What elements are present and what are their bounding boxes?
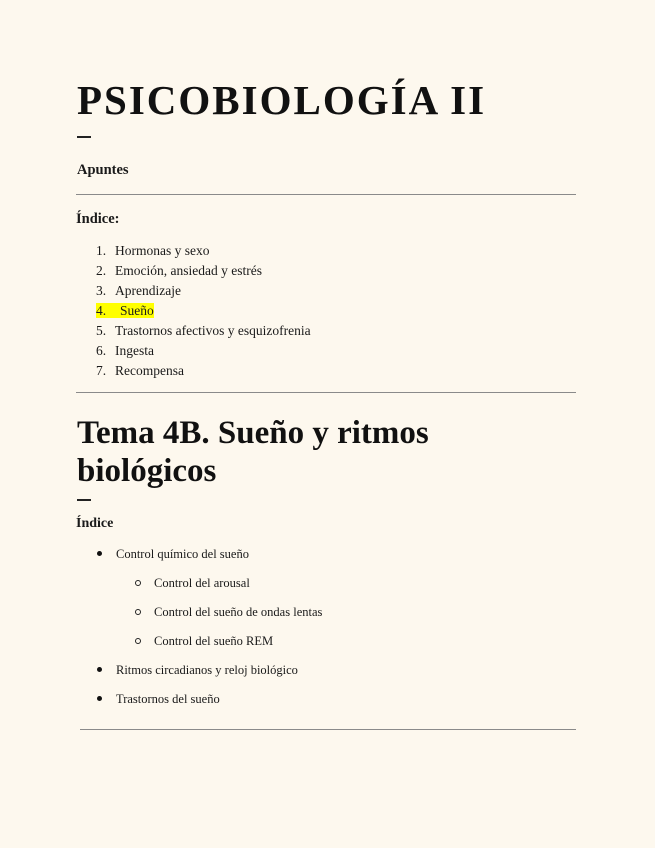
outline-item-label: Control del sueño de ondas lentas [154,605,323,619]
outline-item-label: Control del arousal [154,576,250,590]
bullet-icon [97,696,102,701]
bullet-icon [97,551,102,556]
outline-item[interactable] [96,688,322,717]
outline-item[interactable] [96,543,322,572]
hollow-bullet-icon [135,638,141,644]
divider-top [76,194,576,195]
outline-item[interactable] [96,659,322,688]
toc-item[interactable] [96,361,311,381]
toc-item-number: 1. [96,243,107,258]
topic-dash [77,499,91,501]
toc-item[interactable] [96,261,311,281]
topic-outline [96,543,322,717]
toc-item-number: 2. [96,263,107,278]
outline-item-label: Trastornos del sueño [116,692,220,706]
toc-item-label: Aprendizaje [115,283,181,298]
toc-item[interactable] [96,321,311,341]
outline-subitem[interactable] [96,601,322,630]
hollow-bullet-icon [135,580,141,586]
toc-item-label: Recompensa [115,363,184,378]
table-of-contents [96,241,311,381]
toc-item-number: 6. [96,343,107,358]
topic-title: Tema 4B. Sueño y ritmos biológicos [77,415,429,489]
outline-item-label: Ritmos circadianos y reloj biológico [116,663,298,677]
toc-item-number: 7. [96,363,107,378]
toc-item[interactable] [96,241,311,261]
document-subtitle: Apuntes [77,162,129,178]
document-title: PSICOBIOLOGÍA II [77,77,487,123]
highlight-mark [96,303,154,318]
divider-bottom [80,729,576,730]
toc-item-label: Sueño [120,303,154,318]
divider-middle [76,392,576,393]
outline-item-label: Control químico del sueño [116,547,249,561]
toc-item-number: 5. [96,323,107,338]
toc-item-label: Emoción, ansiedad y estrés [115,263,262,278]
title-dash [77,136,91,138]
toc-item-label: Ingesta [115,343,154,358]
toc-item-label: Trastornos afectivos y esquizofrenia [115,323,311,338]
toc-item-highlighted[interactable] [96,301,311,321]
toc-item[interactable] [96,281,311,301]
topic-index-heading: Índice [76,516,114,531]
outline-item-label: Control del sueño REM [154,634,274,648]
toc-item-label: Hormonas y sexo [115,243,210,258]
toc-item[interactable] [96,341,311,361]
outline-subitem[interactable] [96,630,322,659]
toc-item-number: 4. [96,303,107,318]
bullet-icon [97,667,102,672]
outline-subitem[interactable] [96,572,322,601]
toc-item-number: 3. [96,283,107,298]
hollow-bullet-icon [135,609,141,615]
index-heading: Índice: [76,211,120,227]
